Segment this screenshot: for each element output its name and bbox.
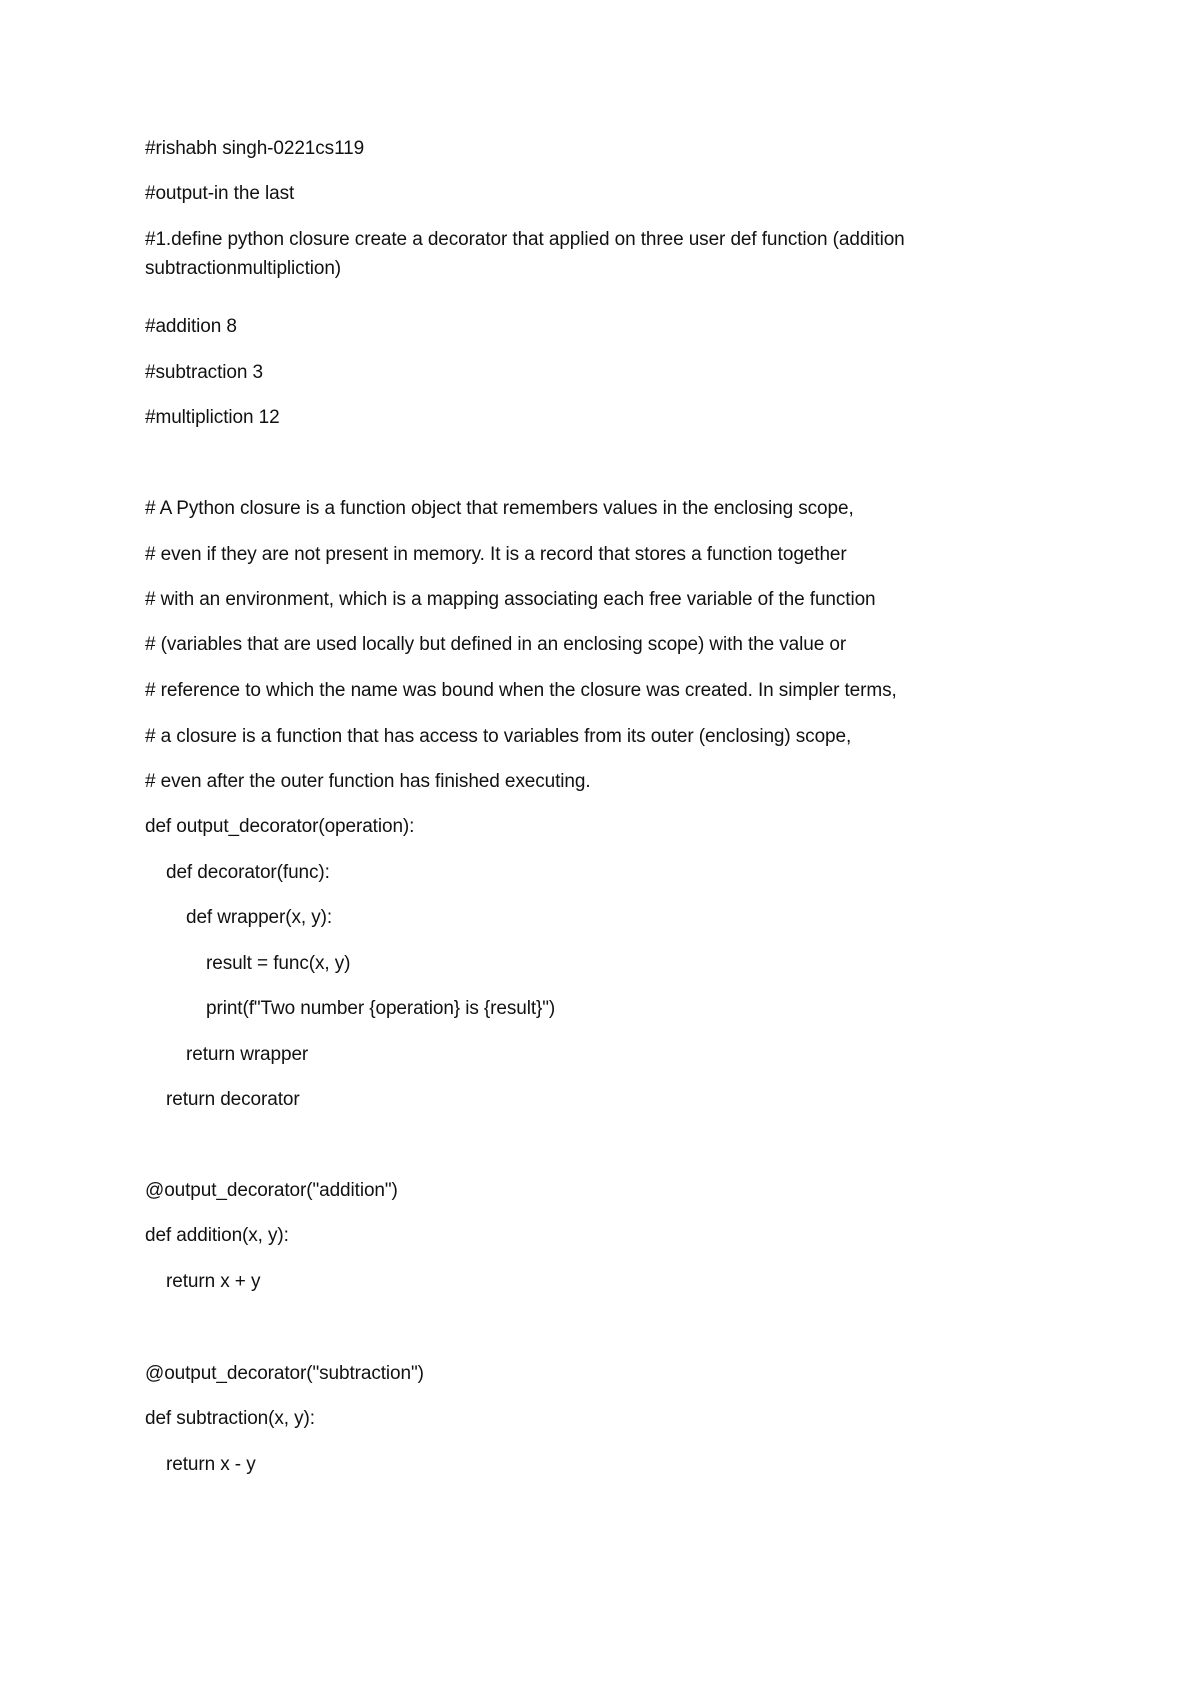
code-subtraction-decorator: @output_decorator("subtraction")	[145, 1363, 424, 1384]
code-wrapper-def: def wrapper(x, y):	[186, 907, 333, 928]
code-addition-def: def addition(x, y):	[145, 1225, 289, 1246]
comment-line: # A Python closure is a function object that remembers values in the enclosing scope,	[145, 498, 854, 519]
code-addition-return: return x + y	[166, 1271, 261, 1292]
code-addition-decorator: @output_decorator("addition")	[145, 1180, 398, 1201]
code-return-decorator: return decorator	[166, 1089, 300, 1110]
comment-line: # even after the outer function has finished executing.	[145, 771, 591, 792]
code-subtraction-return: return x - y	[166, 1454, 256, 1475]
output-note: #output-in the last	[145, 183, 295, 204]
author-line: #rishabh singh-0221cs119	[145, 138, 365, 159]
code-result-line: result = func(x, y)	[206, 953, 351, 974]
comment-line: # reference to which the name was bound when the closure was created. In simpler terms,	[145, 680, 897, 701]
code-return-wrapper: return wrapper	[186, 1044, 309, 1065]
expected-output-addition: #addition 8	[145, 316, 237, 337]
code-decorator-def: def output_decorator(operation):	[145, 816, 415, 837]
comment-line: # even if they are not present in memory. It is a record that stores a function together	[145, 544, 847, 565]
comment-line: # with an environment, which is a mapping associating each free variable of the function	[145, 589, 876, 610]
comment-line: # a closure is a function that has access to variables from its outer (enclosing) scope,	[145, 726, 852, 747]
code-inner-decorator-def: def decorator(func):	[166, 862, 330, 883]
expected-output-multiplication: #multipliction 12	[145, 407, 280, 428]
expected-output-subtraction: #subtraction 3	[145, 362, 263, 383]
code-subtraction-def: def subtraction(x, y):	[145, 1408, 315, 1429]
question-text: #1.define python closure create a decorator that applied on three user def function (addition subtractionmultipliction)	[145, 229, 905, 279]
comment-line: # (variables that are used locally but defined in an enclosing scope) with the value or	[145, 634, 847, 655]
code-print-line: print(f"Two number {operation} is {result}")	[206, 998, 556, 1019]
